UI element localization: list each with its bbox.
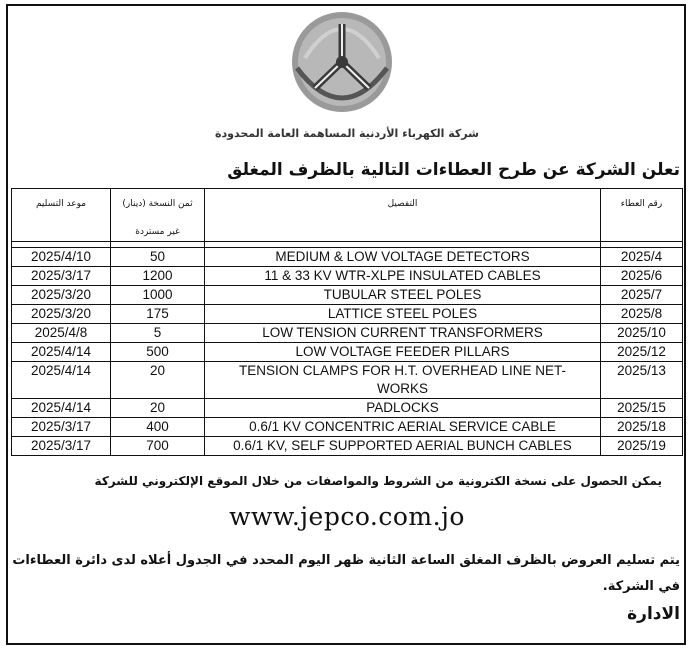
header-copy-price bbox=[111, 189, 205, 242]
cell-tender: 2025/13 bbox=[601, 362, 683, 399]
electronic-copy-note: يمكن الحصول على نسخة الكترونية من الشروط والمواصفات من خلال الموقع الإلكتروني للشركة bbox=[94, 474, 662, 488]
delivery-instructions: يتم تسليم العروض بالظرف المغلق الساعة الثانية ظهر اليوم المحدد في الجدول أعلاه لدى دائرة العطاءات في الشركة. bbox=[12, 553, 680, 594]
cell-date: 2025/3/20 bbox=[12, 305, 111, 324]
cell-date: 2025/4/14 bbox=[12, 399, 111, 418]
cell-price: 175 bbox=[111, 305, 205, 324]
cell-tender: 2025/12 bbox=[601, 343, 683, 362]
cell-date: 2025/4/14 bbox=[12, 343, 111, 362]
announcement-headline: تعلن الشركة عن طرح العطاءات التالية بالظرف المغلق bbox=[227, 160, 680, 180]
cell-details: TUBULAR STEEL POLES bbox=[205, 286, 601, 305]
cell-date: 2025/3/20 bbox=[12, 286, 111, 305]
header-price-line1: ثمن النسخة (دينار) bbox=[122, 199, 193, 209]
table-row bbox=[12, 267, 683, 286]
header-price-line2: غير مستردة bbox=[135, 227, 180, 237]
cell-date: 2025/4/8 bbox=[12, 324, 111, 343]
cell-tender: 2025/6 bbox=[601, 267, 683, 286]
cell-date: 2025/3/17 bbox=[12, 418, 111, 437]
table-row bbox=[12, 305, 683, 324]
cell-details: 0.6/1 KV CONCENTRIC AERIAL SERVICE CABLE bbox=[205, 418, 601, 437]
cell-tender: 2025/15 bbox=[601, 399, 683, 418]
cell-date: 2025/4/10 bbox=[12, 248, 111, 267]
table-row bbox=[12, 286, 683, 305]
cell-price: 1200 bbox=[111, 267, 205, 286]
cell-details: 11 & 33 KV WTR-XLPE INSULATED CABLES bbox=[205, 267, 601, 286]
cell-price: 5 bbox=[111, 324, 205, 343]
cell-tender: 2025/8 bbox=[601, 305, 683, 324]
cell-price: 20 bbox=[111, 362, 205, 399]
cell-details: MEDIUM & LOW VOLTAGE DETECTORS bbox=[205, 248, 601, 267]
cell-date: 2025/3/17 bbox=[12, 267, 111, 286]
cell-details: 0.6/1 KV, SELF SUPPORTED AERIAL BUNCH CABLES bbox=[205, 437, 601, 456]
table-header-row bbox=[12, 189, 683, 242]
cell-tender: 2025/4 bbox=[601, 248, 683, 267]
cell-tender: 2025/7 bbox=[601, 286, 683, 305]
cell-price: 500 bbox=[111, 343, 205, 362]
cell-price: 20 bbox=[111, 399, 205, 418]
table-row bbox=[12, 418, 683, 437]
cell-details: LOW VOLTAGE FEEDER PILLARS bbox=[205, 343, 601, 362]
tenders-table bbox=[11, 188, 683, 456]
cell-tender: 2025/18 bbox=[601, 418, 683, 437]
header-details: التفصيل bbox=[205, 189, 601, 242]
cell-details: LOW TENSION CURRENT TRANSFORMERS bbox=[205, 324, 601, 343]
table-row bbox=[12, 248, 683, 267]
table-row bbox=[12, 362, 683, 399]
cell-date: 2025/3/17 bbox=[12, 437, 111, 456]
company-name: شركة الكهرباء الأردنية المساهمة العامة المحدودة bbox=[215, 127, 479, 140]
cell-details-line2: WORKS bbox=[376, 381, 428, 396]
website-link[interactable]: www.jepco.com.jo bbox=[229, 502, 465, 531]
table-row bbox=[12, 399, 683, 418]
cell-details bbox=[205, 362, 601, 399]
cell-price: 700 bbox=[111, 437, 205, 456]
cell-tender: 2025/10 bbox=[601, 324, 683, 343]
signature-administration: الادارة bbox=[627, 604, 680, 624]
cell-details: PADLOCKS bbox=[205, 399, 601, 418]
table-row bbox=[12, 343, 683, 362]
company-logo bbox=[287, 10, 397, 120]
table-row bbox=[12, 437, 683, 456]
cell-details-line1: TENSION CLAMPS FOR H.T. OVERHEAD LINE NET- bbox=[238, 363, 567, 378]
table-row bbox=[12, 324, 683, 343]
cell-details: LATTICE STEEL POLES bbox=[205, 305, 601, 324]
header-delivery-date: موعد التسليم bbox=[12, 189, 111, 242]
cell-price: 1000 bbox=[111, 286, 205, 305]
cell-price: 50 bbox=[111, 248, 205, 267]
header-tender-no: رقم العطاء bbox=[601, 189, 683, 242]
cell-price: 400 bbox=[111, 418, 205, 437]
cell-date: 2025/4/14 bbox=[12, 362, 111, 399]
cell-tender: 2025/19 bbox=[601, 437, 683, 456]
